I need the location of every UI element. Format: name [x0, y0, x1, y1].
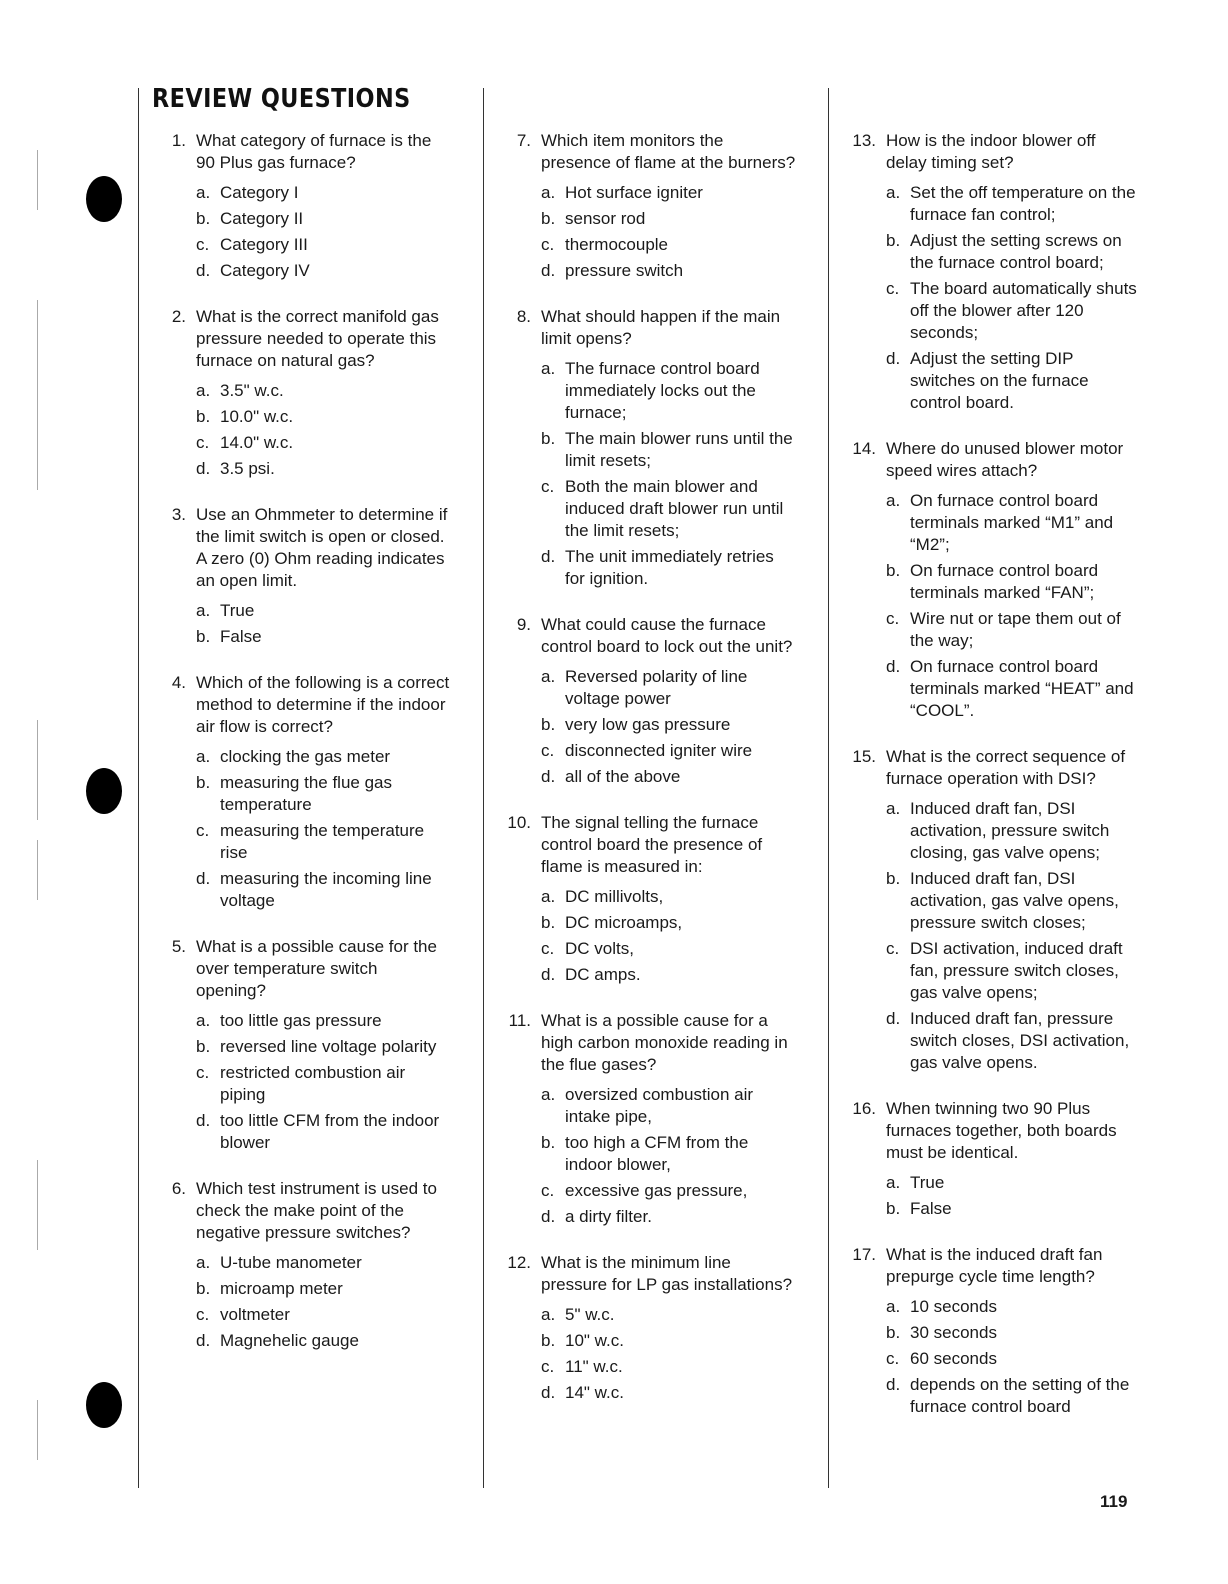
question-text: The signal telling the furnace control board the presence of flame is measured in: — [541, 813, 763, 876]
answer-option — [886, 560, 1140, 604]
question-text: What is the correct sequence of furnace operation with DSI? — [886, 747, 1126, 788]
option-text: 14.0" w.c. — [220, 433, 294, 452]
option-text: 11" w.c. — [565, 1357, 623, 1376]
option-label: d. — [886, 657, 901, 676]
option-text: excessive gas pressure, — [565, 1181, 748, 1200]
answer-option — [541, 1084, 797, 1128]
option-text: Category IV — [220, 261, 310, 280]
question-text: Which item monitors the presence of flame at the burners? — [541, 131, 796, 172]
option-label: a. — [886, 799, 901, 818]
option-text: Induced draft fan, pressure switch closes, DSI activation, gas valve opens. — [910, 1009, 1130, 1072]
question-number: 3. — [171, 505, 186, 524]
option-label: a. — [196, 1253, 211, 1272]
option-label: a. — [886, 1297, 901, 1316]
answer-option — [541, 358, 797, 424]
option-text: DC amps. — [565, 965, 641, 984]
question-number: 9. — [516, 615, 531, 634]
page-number: 119 — [1100, 1492, 1128, 1511]
answer-option — [196, 1036, 450, 1058]
option-text: 10" w.c. — [565, 1331, 624, 1350]
option-text: 10 seconds — [910, 1297, 997, 1316]
question-text: Which of the following is a correct method to determine if the indoor air flow is correct? — [196, 673, 450, 736]
option-text: Category I — [220, 183, 299, 202]
answer-option — [886, 656, 1140, 722]
answer-option — [886, 1296, 1140, 1318]
question — [505, 812, 797, 986]
answer-option — [196, 1330, 450, 1352]
option-label: c. — [196, 1063, 210, 1082]
scan-edge-mark — [37, 1400, 38, 1460]
option-text: 14" w.c. — [565, 1383, 624, 1402]
answer-option — [541, 1330, 797, 1352]
option-text: On furnace control board terminals marked “FAN”; — [910, 561, 1099, 602]
option-text: False — [910, 1199, 952, 1218]
option-text: clocking the gas meter — [220, 747, 391, 766]
answer-option — [196, 406, 450, 428]
option-label: d. — [886, 349, 901, 368]
option-text: 3.5 psi. — [220, 459, 275, 478]
option-text: True — [910, 1173, 945, 1192]
option-label: b. — [196, 407, 211, 426]
question-number: 13. — [852, 131, 876, 150]
answer-option — [886, 490, 1140, 556]
scan-edge-mark — [37, 1160, 38, 1250]
question-text: When twinning two 90 Plus furnaces together, both boards must be identical. — [886, 1099, 1117, 1162]
option-label: b. — [541, 209, 556, 228]
option-text: very low gas pressure — [565, 715, 731, 734]
option-label: d. — [541, 261, 556, 280]
question — [160, 672, 450, 912]
answer-option — [886, 230, 1140, 274]
option-text: reversed line voltage polarity — [220, 1037, 437, 1056]
option-label: d. — [196, 261, 211, 280]
answer-option — [196, 600, 450, 622]
option-label: b. — [886, 1199, 901, 1218]
option-text: DC volts, — [565, 939, 634, 958]
option-label: d. — [196, 1111, 211, 1130]
answer-option — [541, 234, 797, 256]
answer-option — [196, 1252, 450, 1274]
scan-edge-mark — [37, 300, 38, 490]
option-text: oversized combustion air intake pipe, — [565, 1085, 754, 1126]
option-label: c. — [541, 1357, 555, 1376]
question-text: What is the induced draft fan prepurge cycle time length? — [886, 1245, 1103, 1286]
answer-option — [541, 666, 797, 710]
option-label: a. — [541, 359, 556, 378]
option-text: Category III — [220, 235, 308, 254]
option-text: U-tube manometer — [220, 1253, 362, 1272]
answer-option — [886, 1172, 1140, 1194]
answer-option — [541, 1180, 797, 1202]
answer-option — [886, 1008, 1140, 1074]
option-label: a. — [541, 887, 556, 906]
option-label: c. — [886, 609, 900, 628]
question-text: Use an Ohmmeter to determine if the limit switch is open or closed. A zero (0) Ohm reading indicates an open limit. — [196, 505, 448, 590]
option-label: b. — [541, 429, 556, 448]
option-text: thermocouple — [565, 235, 669, 254]
answer-option — [541, 1356, 797, 1378]
question — [850, 746, 1140, 1074]
option-label: b. — [541, 1133, 556, 1152]
option-text: 30 seconds — [910, 1323, 997, 1342]
option-text: 5" w.c. — [565, 1305, 615, 1324]
option-text: DSI activation, induced draft fan, pressure switch closes, gas valve opens; — [910, 939, 1123, 1002]
answer-option — [196, 182, 450, 204]
option-text: too high a CFM from the indoor blower, — [565, 1133, 749, 1174]
option-label: c. — [886, 279, 900, 298]
option-label: a. — [541, 183, 556, 202]
answer-option — [541, 1382, 797, 1404]
question-text: How is the indoor blower off delay timing set? — [886, 131, 1096, 172]
answer-option — [541, 208, 797, 230]
answer-option — [541, 1304, 797, 1326]
option-label: a. — [886, 183, 901, 202]
question-number: 12. — [507, 1253, 531, 1272]
option-text: pressure switch — [565, 261, 684, 280]
option-text: measuring the flue gas temperature — [220, 773, 392, 814]
option-text: too little CFM from the indoor blower — [220, 1111, 440, 1152]
option-label: b. — [196, 1279, 211, 1298]
option-text: a dirty filter. — [565, 1207, 652, 1226]
question — [505, 306, 797, 590]
punch-hole-top — [86, 176, 122, 222]
option-text: The furnace control board immediately locks out the furnace; — [565, 359, 760, 422]
option-label: d. — [886, 1375, 901, 1394]
answer-option — [541, 476, 797, 542]
answer-option — [196, 626, 450, 648]
option-label: d. — [541, 1383, 556, 1402]
answer-option — [196, 432, 450, 454]
option-label: a. — [196, 183, 211, 202]
answer-option — [541, 1206, 797, 1228]
option-label: c. — [541, 1181, 555, 1200]
question — [505, 614, 797, 788]
answer-option — [196, 746, 450, 768]
answer-option — [541, 912, 797, 934]
question-column-3 — [850, 130, 1140, 1442]
answer-option — [886, 1348, 1140, 1370]
punch-hole-bottom — [86, 1382, 122, 1428]
option-text: too little gas pressure — [220, 1011, 382, 1030]
answer-option — [196, 458, 450, 480]
option-text: sensor rod — [565, 209, 646, 228]
option-label: c. — [196, 235, 210, 254]
answer-option — [886, 1322, 1140, 1344]
option-label: d. — [196, 1331, 211, 1350]
question-number: 11. — [508, 1011, 531, 1030]
column-rule-right — [828, 88, 829, 1488]
question-number: 8. — [516, 307, 531, 326]
option-text: Category II — [220, 209, 304, 228]
option-text: The unit immediately retries for ignition. — [565, 547, 774, 588]
answer-option — [541, 714, 797, 736]
option-label: c. — [196, 433, 210, 452]
option-label: d. — [196, 869, 211, 888]
option-text: restricted combustion air piping — [220, 1063, 406, 1104]
question-number: 10. — [507, 813, 531, 832]
option-text: measuring the incoming line voltage — [220, 869, 432, 910]
option-text: Induced draft fan, DSI activation, gas valve opens, pressure switch closes; — [910, 869, 1119, 932]
question — [160, 306, 450, 480]
option-label: b. — [541, 913, 556, 932]
question — [505, 130, 797, 282]
question-text: What is the minimum line pressure for LP gas installations? — [541, 1253, 793, 1294]
option-text: microamp meter — [220, 1279, 343, 1298]
option-text: voltmeter — [220, 1305, 290, 1324]
answer-option — [196, 1304, 450, 1326]
answer-option — [196, 208, 450, 230]
option-label: b. — [196, 209, 211, 228]
question-number: 5. — [171, 937, 186, 956]
option-label: c. — [196, 1305, 210, 1324]
option-label: b. — [541, 1331, 556, 1350]
answer-option — [886, 798, 1140, 864]
question-number: 7. — [516, 131, 531, 150]
page-title: REVIEW QUESTIONS — [152, 84, 411, 114]
question-number: 15. — [852, 747, 876, 766]
option-text: Wire nut or tape them out of the way; — [910, 609, 1121, 650]
answer-option — [886, 938, 1140, 1004]
option-label: a. — [196, 1011, 211, 1030]
option-text: True — [220, 601, 255, 620]
answer-option — [541, 964, 797, 986]
option-text: The board automatically shuts off the blower after 120 seconds; — [910, 279, 1137, 342]
option-text: Adjust the setting screws on the furnace control board; — [910, 231, 1122, 272]
answer-option — [196, 820, 450, 864]
answer-option — [541, 740, 797, 762]
question — [850, 130, 1140, 414]
answer-option — [196, 234, 450, 256]
question-text: What should happen if the main limit opens? — [541, 307, 781, 348]
option-text: Both the main blower and induced draft blower run until the limit resets; — [565, 477, 784, 540]
answer-option — [541, 766, 797, 788]
question — [160, 1178, 450, 1352]
scan-edge-mark — [37, 840, 38, 900]
answer-option — [886, 1374, 1140, 1418]
punch-hole-middle — [86, 768, 122, 814]
option-text: The main blower runs until the limit resets; — [565, 429, 793, 470]
option-label: a. — [886, 1173, 901, 1192]
option-text: Magnehelic gauge — [220, 1331, 359, 1350]
question — [850, 438, 1140, 722]
option-text: Reversed polarity of line voltage power — [565, 667, 748, 708]
option-label: a. — [541, 667, 556, 686]
option-label: b. — [886, 869, 901, 888]
answer-option — [541, 260, 797, 282]
answer-option — [196, 772, 450, 816]
question-text: What is a possible cause for a high carbon monoxide reading in the flue gases? — [541, 1011, 788, 1074]
scan-edge-mark — [37, 150, 38, 210]
answer-option — [886, 278, 1140, 344]
question — [160, 130, 450, 282]
option-label: d. — [196, 459, 211, 478]
option-label: c. — [541, 477, 555, 496]
answer-option — [196, 1010, 450, 1032]
option-text: DC microamps, — [565, 913, 683, 932]
question-column-2 — [505, 130, 797, 1428]
answer-option — [886, 1198, 1140, 1220]
question — [505, 1252, 797, 1404]
question-number: 4. — [171, 673, 186, 692]
question-number: 17. — [852, 1245, 876, 1264]
option-label: b. — [196, 773, 211, 792]
option-label: c. — [886, 1349, 900, 1368]
option-label: d. — [541, 1207, 556, 1226]
option-text: 10.0" w.c. — [220, 407, 294, 426]
question — [160, 936, 450, 1154]
answer-option — [541, 182, 797, 204]
option-text: 60 seconds — [910, 1349, 997, 1368]
option-text: On furnace control board terminals marked “M1” and “M2”; — [910, 491, 1114, 554]
option-label: b. — [886, 561, 901, 580]
option-text: measuring the temperature rise — [220, 821, 425, 862]
option-label: d. — [541, 767, 556, 786]
option-label: c. — [196, 821, 210, 840]
option-label: a. — [541, 1305, 556, 1324]
question — [505, 1010, 797, 1228]
option-text: Hot surface igniter — [565, 183, 703, 202]
option-text: False — [220, 627, 262, 646]
option-label: d. — [541, 547, 556, 566]
answer-option — [196, 1110, 450, 1154]
answer-option — [196, 1278, 450, 1300]
question-number: 14. — [852, 439, 876, 458]
answer-option — [541, 428, 797, 472]
option-label: d. — [886, 1009, 901, 1028]
option-label: c. — [886, 939, 900, 958]
option-label: b. — [886, 231, 901, 250]
answer-option — [196, 260, 450, 282]
question-number: 1. — [171, 131, 186, 150]
question-text: Which test instrument is used to check the make point of the negative pressure switches? — [196, 1179, 437, 1242]
option-label: a. — [541, 1085, 556, 1104]
answer-option — [886, 608, 1140, 652]
question-number: 2. — [171, 307, 186, 326]
answer-option — [541, 938, 797, 960]
option-label: b. — [541, 715, 556, 734]
option-label: a. — [886, 491, 901, 510]
answer-option — [886, 868, 1140, 934]
question-column-1 — [160, 130, 450, 1376]
question-text: Where do unused blower motor speed wires attach? — [886, 439, 1124, 480]
option-label: a. — [196, 601, 211, 620]
question-text: What could cause the furnace control board to lock out the unit? — [541, 615, 793, 656]
answer-option — [541, 1132, 797, 1176]
answer-option — [196, 1062, 450, 1106]
scan-edge-mark — [37, 720, 38, 820]
option-text: disconnected igniter wire — [565, 741, 753, 760]
option-label: d. — [541, 965, 556, 984]
option-text: DC millivolts, — [565, 887, 664, 906]
option-label: c. — [541, 939, 555, 958]
column-rule-middle — [483, 88, 484, 1488]
option-label: c. — [541, 741, 555, 760]
question-text: What category of furnace is the 90 Plus gas furnace? — [196, 131, 432, 172]
question-text: What is the correct manifold gas pressure needed to operate this furnace on natural gas? — [196, 307, 439, 370]
question — [850, 1244, 1140, 1418]
answer-option — [196, 868, 450, 912]
question — [160, 504, 450, 648]
option-text: depends on the setting of the furnace control board — [910, 1375, 1130, 1416]
answer-option — [541, 886, 797, 908]
option-label: c. — [541, 235, 555, 254]
option-text: Adjust the setting DIP switches on the furnace control board. — [910, 349, 1089, 412]
answer-option — [886, 348, 1140, 414]
option-label: a. — [196, 381, 211, 400]
option-label: b. — [886, 1323, 901, 1342]
question-number: 16. — [852, 1099, 876, 1118]
option-label: b. — [196, 627, 211, 646]
option-label: b. — [196, 1037, 211, 1056]
option-text: Induced draft fan, DSI activation, pressure switch closing, gas valve opens; — [910, 799, 1110, 862]
option-text: 3.5" w.c. — [220, 381, 284, 400]
option-text: Set the off temperature on the furnace fan control; — [910, 183, 1136, 224]
answer-option — [541, 546, 797, 590]
option-text: On furnace control board terminals marked “HEAT” and “COOL”. — [910, 657, 1134, 720]
option-text: all of the above — [565, 767, 681, 786]
column-rule-left — [138, 88, 139, 1488]
question-text: What is a possible cause for the over temperature switch opening? — [196, 937, 437, 1000]
answer-option — [886, 182, 1140, 226]
question — [850, 1098, 1140, 1220]
answer-option — [196, 380, 450, 402]
option-label: a. — [196, 747, 211, 766]
question-number: 6. — [171, 1179, 186, 1198]
